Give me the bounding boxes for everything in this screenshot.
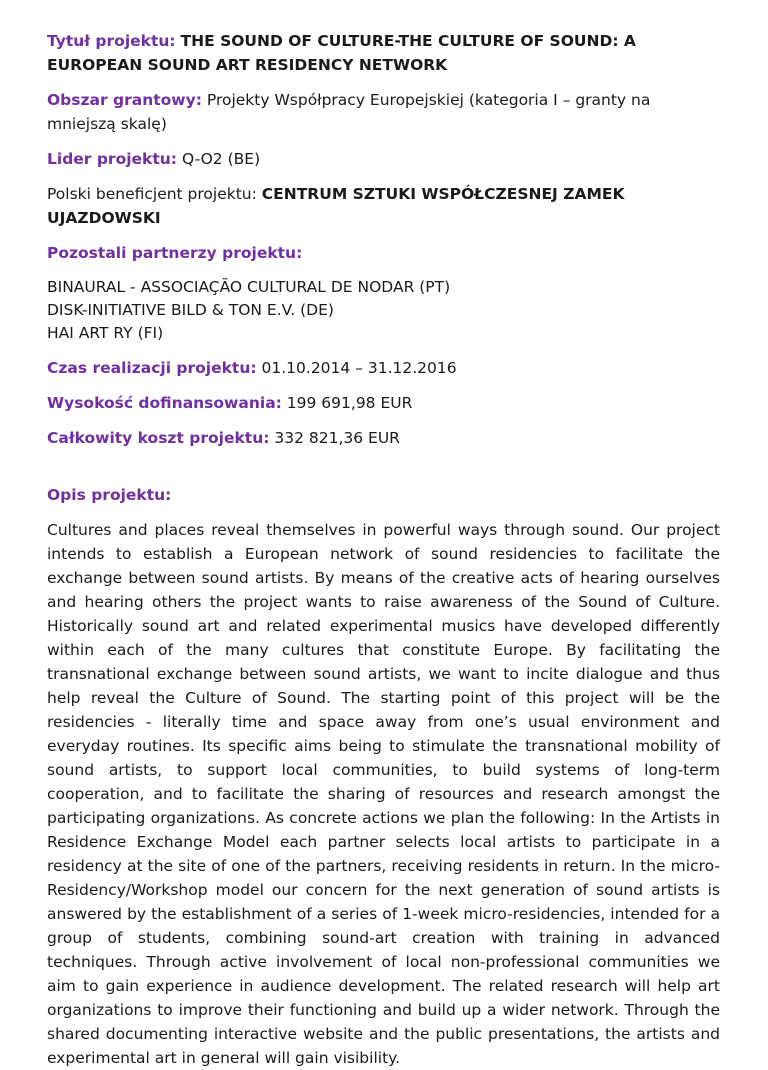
funding-label: Wysokość dofinansowania: bbox=[47, 394, 282, 412]
funding-value: 199 691,98 EUR bbox=[286, 394, 413, 412]
project-leader-row bbox=[47, 147, 720, 171]
list-item: HAI ART RY (FI) bbox=[47, 324, 164, 342]
grant-area-label: Obszar grantowy: bbox=[47, 91, 202, 109]
spacer bbox=[47, 461, 720, 483]
project-title-value: THE SOUND OF CULTURE-THE CULTURE OF SOUND: A EUROPEAN SOUND ART RESIDENCY NETWORK bbox=[47, 32, 636, 74]
list-item: DISK-INITIATIVE BILD & TON E.V. (DE) bbox=[47, 301, 334, 319]
polish-beneficiary-value: CENTRUM SZTUKI WSPÓŁCZESNEJ ZAMEK UJAZDOWSKI bbox=[47, 185, 625, 227]
description-heading-row bbox=[47, 483, 720, 507]
grant-area-value: Projekty Współpracy Europejskiej (kategoria I – granty na mniejszą skalę) bbox=[47, 91, 651, 133]
list-item: BINAURAL - ASSOCIAÇÃO CULTURAL DE NODAR (PT) bbox=[47, 278, 451, 296]
description-label: Opis projektu: bbox=[47, 486, 172, 504]
funding-row bbox=[47, 391, 720, 415]
total-cost-value: 332 821,36 EUR bbox=[274, 429, 400, 447]
duration-value: 01.10.2014 – 31.12.2016 bbox=[261, 359, 457, 377]
duration-row bbox=[47, 356, 720, 380]
project-leader-value: Q-O2 (BE) bbox=[181, 150, 261, 168]
other-partners-heading-row bbox=[47, 241, 720, 265]
project-title-row bbox=[47, 29, 720, 77]
project-title-label: Tytuł projektu: bbox=[47, 32, 176, 50]
polish-beneficiary-row bbox=[47, 182, 720, 230]
polish-beneficiary-label: Polski beneficjent projektu: bbox=[47, 185, 257, 203]
total-cost-row bbox=[47, 426, 720, 450]
other-partners-label: Pozostali partnerzy projektu: bbox=[47, 244, 303, 262]
grant-area-row bbox=[47, 88, 720, 136]
project-leader-label: Lider projektu: bbox=[47, 150, 178, 168]
partners-list bbox=[47, 276, 720, 345]
description-text: Cultures and places reveal themselves in powerful ways through sound. Our project intends to establish a European network of sound residencies to facilitate the exchange between sound artists. By means of the creative acts of hearing ourselves and hearing others the project wants to raise awareness of the Sound of Culture. Historically sound art and related experimental musics have developed differently within each of the many cultures that constitute Europe. By facilitating the transnational exchange between sound artists, we want to incite dialogue and thus help reveal the Culture of Sound. The starting point of this project will be the residencies - literally time and space away from one’s usual environment and everyday routines. Its specific aims being to stimulate the transnational mobility of sound artists, to support local communities, to build systems of long-term cooperation, and to facilitate the sharing of resources and research amongst the participating organizations. As concrete actions we plan the following: In the Artists in Residence Exchange Model each partner selects local artists to participate in a residency at the site of one of the partners, receiving residents in return. In the micro-Residency/Workshop model our concern for the next generation of sound artists is answered by the establishment of a series of 1-week micro-residencies, intended for a group of students, combining sound-art creation with training in advanced techniques. Through active involvement of local non-professional communities we aim to gain experience in audience development. The related research will help art organizations to improve their functioning and build up a wider network. Through the shared documenting interactive website and the public presentations, the artists and experimental art in general will gain visibility. bbox=[47, 521, 720, 1067]
duration-label: Czas realizacji projektu: bbox=[47, 359, 257, 377]
total-cost-label: Całkowity koszt projektu: bbox=[47, 429, 270, 447]
